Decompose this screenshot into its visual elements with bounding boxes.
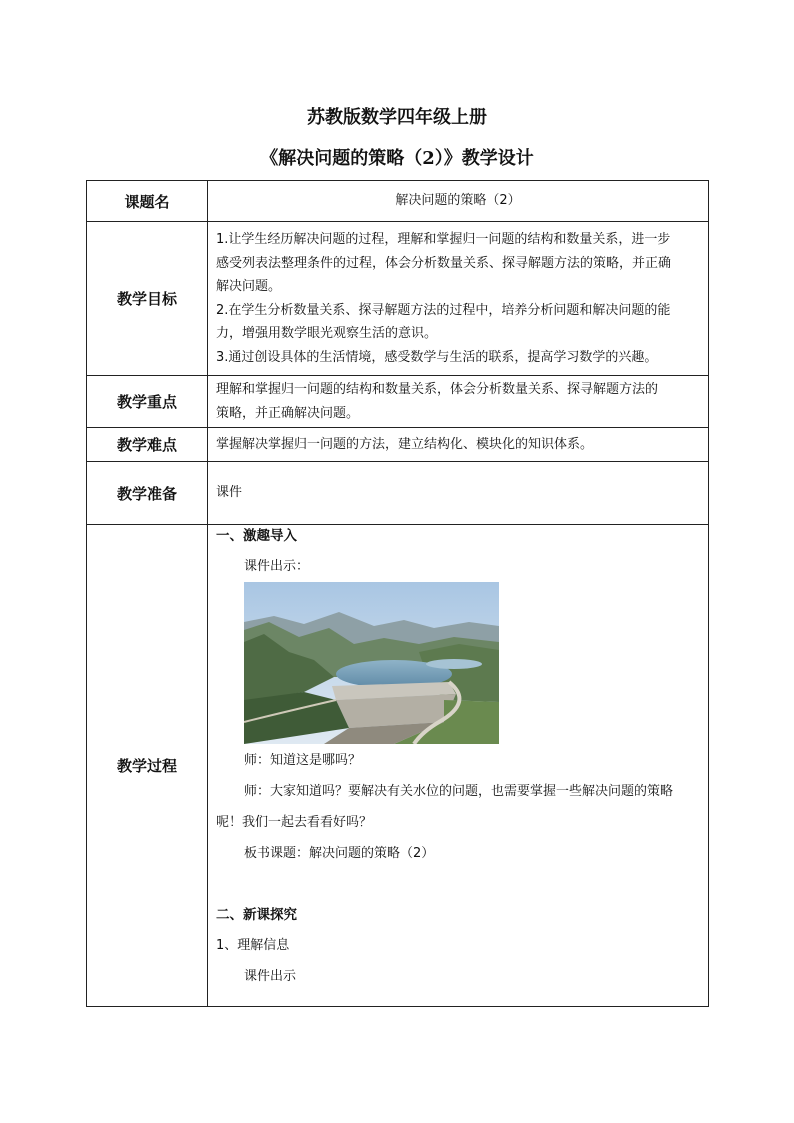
section-heading-explore: 二、新课探究: [216, 907, 297, 923]
goal-line: 2.在学生分析数量关系、探寻解题方法的过程中，培养分析问题和解决问题的能: [216, 302, 671, 318]
lesson-plan-table: [86, 180, 709, 1007]
section-heading-intro: 一、激趣导入: [216, 528, 297, 544]
table-row-process: [87, 525, 709, 1007]
board-title: 板书课题：解决问题的策略（2）: [244, 846, 435, 861]
preparation-label: 教学准备: [87, 462, 208, 525]
goal-line: 力，增强用数学眼光观察生活的意识。: [216, 326, 438, 341]
table-row-preparation: [87, 462, 709, 525]
goal-line: 3.通过创设具体的生活情境，感受数学与生活的联系，提高学习数学的兴趣。: [216, 349, 658, 365]
teacher-question-2-line2: 呢！我们一起去看看好吗？: [216, 815, 373, 830]
topic-value: 解决问题的策略（2）: [208, 181, 709, 222]
goals-label: 教学目标: [87, 222, 208, 376]
courseware-label: 课件出示：: [244, 559, 310, 574]
reservoir-dam-photo: [244, 582, 499, 744]
teacher-question-1: 师：知道这是哪吗？: [244, 753, 362, 768]
difficulties-label: 教学难点: [87, 428, 208, 462]
preparation-value: 课件: [208, 462, 709, 525]
process-content: [208, 525, 709, 1007]
topic-label: 课题名: [87, 181, 208, 222]
goal-line: 解决问题。: [216, 279, 282, 294]
goal-line: 感受列表法整理条件的过程，体会分析数量关系、探寻解题方法的策略，并正确: [216, 255, 672, 271]
key-point-line: 理解和掌握归一问题的结构和数量关系，体会分析数量关系、探寻解题方法的: [216, 382, 659, 397]
table-row-topic: [87, 181, 709, 222]
courseware-label-2: 课件出示: [244, 969, 297, 984]
difficulties-value: 掌握解决掌握归一问题的方法，建立结构化、模块化的知识体系。: [208, 428, 709, 462]
document-title: 苏教版数学四年级上册: [307, 107, 487, 128]
process-label: 教学过程: [87, 525, 208, 1007]
key-points-content: [208, 376, 709, 428]
table-row-key-points: [87, 376, 709, 428]
key-points-label: 教学重点: [87, 376, 208, 428]
table-row-goals: [87, 222, 709, 376]
goals-content: [208, 222, 709, 376]
key-point-line: 策略，并正确解决问题。: [216, 405, 360, 421]
goal-line: 1.让学生经历解决问题的过程，理解和掌握归一问题的结构和数量关系，进一步: [216, 232, 671, 247]
step-understand-info: 1、理解信息: [216, 938, 290, 953]
table-row-difficulties: [87, 428, 709, 462]
document-subtitle: 《解决问题的策略（2）》教学设计: [260, 148, 534, 169]
teacher-question-2-line1: 师：大家知道吗？要解决有关水位的问题，也需要掌握一些解决问题的策略: [244, 784, 674, 799]
